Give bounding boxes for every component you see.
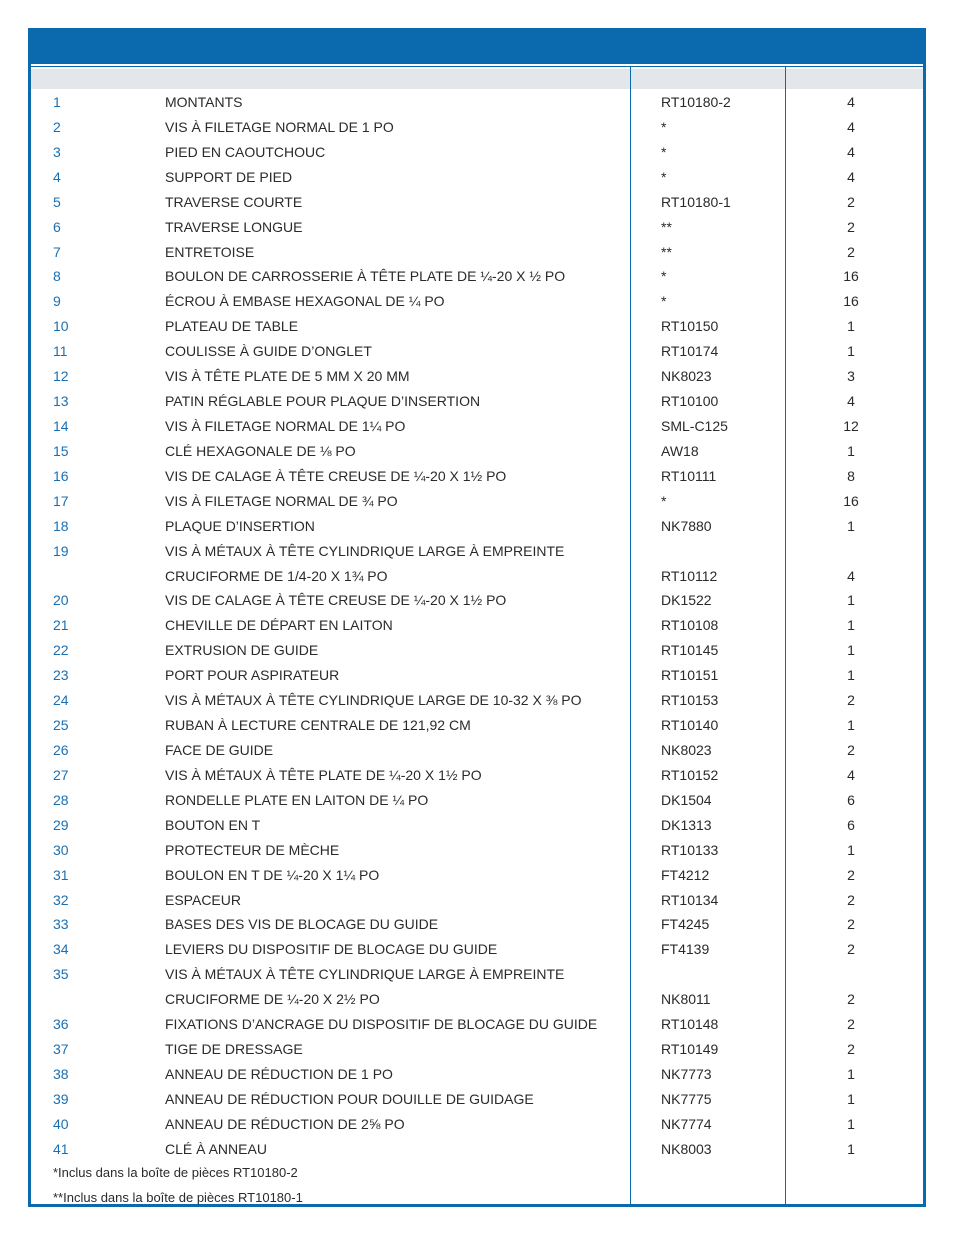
row-number: 1 (53, 94, 61, 110)
row-quantity: 12 (843, 417, 859, 434)
table-row (31, 789, 923, 814)
row-quantity: 2 (847, 916, 855, 933)
table-row (31, 988, 923, 1013)
table-row (31, 839, 923, 864)
table-row (31, 166, 923, 191)
table-row (31, 141, 923, 166)
table-row (31, 614, 923, 639)
row-description: CLÉ À ANNEAU (165, 1140, 267, 1157)
row-number: 40 (53, 1115, 69, 1132)
table-row (31, 415, 923, 440)
row-description: ANNEAU DE RÉDUCTION POUR DOUILLE DE GUIDAGE (165, 1090, 534, 1107)
row-description: PLAQUE D’INSERTION (165, 517, 315, 534)
row-quantity: 2 (847, 741, 855, 758)
row-description: VIS À FILETAGE NORMAL DE ¾ PO (165, 492, 398, 509)
row-number: 10 (53, 318, 69, 335)
row-description: VIS À MÉTAUX À TÊTE CYLINDRIQUE LARGE DE 10-32 X ⅜ PO (165, 692, 582, 709)
row-part-number: RT10150 (661, 318, 719, 335)
row-description: TIGE DE DRESSAGE (165, 1041, 303, 1058)
table-row (31, 1038, 923, 1063)
row-quantity: 16 (843, 268, 859, 285)
row-number: 3 (53, 143, 61, 160)
row-number: 24 (53, 692, 69, 709)
table-row (31, 664, 923, 689)
row-part-number: NK8023 (661, 368, 712, 385)
table-header-row (31, 69, 923, 89)
row-part-number: NK8023 (661, 741, 712, 758)
row-part-number: SML-C125 (661, 417, 728, 434)
table-row (31, 913, 923, 938)
table-row (31, 589, 923, 614)
row-quantity: 2 (847, 193, 855, 210)
row-number: 9 (53, 293, 61, 310)
row-description: SUPPORT DE PIED (165, 168, 293, 185)
row-part-number: FT4245 (661, 916, 710, 933)
row-part-number: * (661, 118, 667, 135)
table-row (31, 938, 923, 963)
table-row (31, 565, 923, 590)
row-description: CHEVILLE DE DÉPART EN LAITON (165, 617, 393, 634)
row-part-number: RT10149 (661, 1041, 719, 1058)
row-quantity: 1 (847, 318, 855, 335)
row-part-number: NK7880 (661, 517, 712, 534)
table-row (31, 1063, 923, 1088)
table-row (31, 1113, 923, 1138)
row-description: ÉCROU À EMBASE HEXAGONAL DE ¼ PO (165, 293, 445, 310)
row-number: 28 (53, 791, 69, 808)
row-number: 21 (53, 617, 69, 634)
footnote-single-star: *Inclus dans la boîte de pièces RT10180-2 (53, 1165, 298, 1180)
row-description: VIS À MÉTAUX À TÊTE CYLINDRIQUE LARGE À EMPREINTE (165, 966, 565, 983)
row-number: 13 (53, 393, 69, 410)
row-quantity: 16 (843, 492, 859, 509)
row-quantity: 1 (847, 1065, 855, 1082)
row-description: BOUTON EN T (165, 816, 261, 833)
row-part-number: NK7775 (661, 1090, 712, 1107)
row-description: ANNEAU DE RÉDUCTION DE 1 PO (165, 1065, 393, 1082)
row-number: 8 (53, 268, 61, 285)
row-part-number: RT10151 (661, 667, 719, 684)
row-quantity: 2 (847, 866, 855, 883)
row-description: EXTRUSION DE GUIDE (165, 642, 319, 659)
row-quantity: 16 (843, 293, 859, 310)
row-quantity: 2 (847, 991, 855, 1008)
table-row (31, 889, 923, 914)
table-row (31, 814, 923, 839)
row-description: VIS À FILETAGE NORMAL DE 1 PO (165, 118, 394, 135)
row-quantity: 1 (847, 592, 855, 609)
table-row (31, 689, 923, 714)
table-row (31, 440, 923, 465)
row-part-number: RT10100 (661, 393, 719, 410)
table-row (31, 216, 923, 241)
row-number: 30 (53, 841, 69, 858)
table-row (31, 1088, 923, 1113)
row-number: 27 (53, 766, 69, 783)
row-description: VIS À MÉTAUX À TÊTE CYLINDRIQUE LARGE À EMPREINTE (165, 542, 565, 559)
row-quantity: 1 (847, 442, 855, 459)
row-number: 29 (53, 816, 69, 833)
table-row (31, 490, 923, 515)
parts-list-table (28, 28, 926, 1207)
row-number: 19 (53, 542, 69, 559)
table-row (31, 739, 923, 764)
row-quantity: 1 (847, 617, 855, 634)
row-quantity: 4 (847, 766, 855, 783)
row-number: 23 (53, 667, 69, 684)
row-quantity: 1 (847, 1140, 855, 1157)
row-quantity: 1 (847, 1090, 855, 1107)
table-row (31, 340, 923, 365)
table-row (31, 265, 923, 290)
row-quantity: 2 (847, 692, 855, 709)
row-part-number: * (661, 492, 667, 509)
row-description: PROTECTEUR DE MÈCHE (165, 841, 340, 858)
row-description: CLÉ HEXAGONALE DE ⅛ PO (165, 442, 356, 459)
row-part-number: * (661, 143, 667, 160)
row-number: 39 (53, 1090, 69, 1107)
row-description: BOULON DE CARROSSERIE À TÊTE PLATE DE ¼-20 X ½ PO (165, 268, 566, 285)
row-number: 36 (53, 1016, 69, 1033)
row-number: 15 (53, 442, 69, 459)
row-part-number: DK1522 (661, 592, 712, 609)
row-description: TRAVERSE COURTE (165, 193, 303, 210)
table-title-bar (31, 31, 923, 64)
row-part-number: DK1313 (661, 816, 712, 833)
row-number: 37 (53, 1041, 69, 1058)
row-description: CRUCIFORME DE ¼-20 X 2½ PO (165, 991, 380, 1008)
row-quantity: 1 (847, 667, 855, 684)
row-part-number: RT10140 (661, 717, 719, 734)
row-number: 11 (53, 343, 68, 360)
table-row (31, 365, 923, 390)
row-part-number: RT10108 (661, 617, 719, 634)
row-description: ESPACEUR (165, 891, 241, 908)
row-part-number: ** (661, 243, 672, 260)
row-number: 41 (53, 1140, 69, 1157)
table-row (31, 290, 923, 315)
row-part-number: NK7773 (661, 1065, 712, 1082)
row-part-number: RT10145 (661, 642, 719, 659)
table-row (31, 241, 923, 266)
row-description: ANNEAU DE RÉDUCTION DE 2⅝ PO (165, 1115, 405, 1132)
table-body (31, 91, 923, 1163)
row-number: 17 (53, 492, 69, 509)
row-description: LEVIERS DU DISPOSITIF DE BLOCAGE DU GUIDE (165, 941, 498, 958)
row-part-number: RT10134 (661, 891, 719, 908)
table-row (31, 1013, 923, 1038)
table-notes (53, 1165, 303, 1215)
row-part-number: * (661, 293, 667, 310)
row-number: 35 (53, 966, 69, 983)
row-quantity: 2 (847, 243, 855, 260)
row-quantity: 4 (847, 168, 855, 185)
table-row (31, 191, 923, 216)
row-quantity: 4 (847, 94, 855, 110)
row-part-number: RT10153 (661, 692, 719, 709)
row-quantity: 1 (847, 642, 855, 659)
row-number: 25 (53, 717, 69, 734)
table-row (31, 639, 923, 664)
row-quantity: 8 (847, 467, 855, 484)
row-quantity: 3 (847, 368, 855, 385)
table-row (31, 540, 923, 565)
row-quantity: 2 (847, 218, 855, 235)
row-description: BASES DES VIS DE BLOCAGE DU GUIDE (165, 916, 439, 933)
row-number: 14 (53, 417, 69, 434)
row-number: 6 (53, 218, 61, 235)
row-number: 5 (53, 193, 61, 210)
row-quantity: 4 (847, 118, 855, 135)
row-part-number: RT10111 (661, 467, 717, 484)
row-number: 38 (53, 1065, 69, 1082)
row-quantity: 1 (847, 841, 855, 858)
row-part-number: * (661, 168, 667, 185)
row-number: 32 (53, 891, 69, 908)
row-description: RONDELLE PLATE EN LAITON DE ¼ PO (165, 791, 429, 808)
table-row (31, 963, 923, 988)
row-part-number: RT10148 (661, 1016, 719, 1033)
row-number: 20 (53, 592, 69, 609)
table-row (31, 764, 923, 789)
row-quantity: 1 (847, 517, 855, 534)
row-number: 7 (53, 243, 61, 260)
row-description: PLATEAU DE TABLE (165, 318, 299, 335)
row-number: 12 (53, 368, 69, 385)
row-description: VIS À TÊTE PLATE DE 5 MM X 20 MM (165, 368, 410, 385)
row-number: 18 (53, 517, 69, 534)
table-row (31, 1138, 923, 1163)
row-part-number: ** (661, 218, 672, 235)
row-quantity: 6 (847, 816, 855, 833)
row-quantity: 1 (847, 343, 855, 360)
table-row (31, 315, 923, 340)
row-part-number: RT10152 (661, 766, 719, 783)
row-part-number: RT10112 (661, 567, 718, 584)
row-number: 34 (53, 941, 69, 958)
row-description: CRUCIFORME DE 1/4-20 X 1¾ PO (165, 567, 388, 584)
row-quantity: 2 (847, 1016, 855, 1033)
table-row (31, 91, 923, 116)
row-number: 31 (53, 866, 69, 883)
row-part-number: RT10133 (661, 841, 719, 858)
row-quantity: 6 (847, 791, 855, 808)
row-part-number: NK8011 (661, 991, 711, 1008)
row-description: VIS À MÉTAUX À TÊTE PLATE DE ¼-20 X 1½ PO (165, 766, 482, 783)
row-part-number: RT10174 (661, 343, 719, 360)
row-description: PIED EN CAOUTCHOUC (165, 143, 326, 160)
row-part-number: DK1504 (661, 791, 712, 808)
row-part-number: FT4139 (661, 941, 710, 958)
row-quantity: 2 (847, 1041, 855, 1058)
table-row (31, 515, 923, 540)
row-description: MONTANTS (165, 94, 243, 110)
row-quantity: 2 (847, 891, 855, 908)
row-description: FIXATIONS D’ANCRAGE DU DISPOSITIF DE BLOCAGE DU GUIDE (165, 1016, 598, 1033)
row-description: PATIN RÉGLABLE POUR PLAQUE D’INSERTION (165, 393, 481, 410)
row-description: FACE DE GUIDE (165, 741, 274, 758)
row-description: PORT POUR ASPIRATEUR (165, 667, 340, 684)
row-number: 4 (53, 168, 61, 185)
row-number: 22 (53, 642, 69, 659)
row-quantity: 4 (847, 143, 855, 160)
row-part-number: RT10180-1 (661, 193, 731, 210)
row-quantity: 4 (847, 567, 855, 584)
table-row (31, 390, 923, 415)
row-part-number: NK7774 (661, 1115, 712, 1132)
table-row (31, 864, 923, 889)
footnote-double-star: **Inclus dans la boîte de pièces RT10180-1 (53, 1190, 303, 1205)
row-description: VIS À FILETAGE NORMAL DE 1¼ PO (165, 417, 406, 434)
row-description: RUBAN À LECTURE CENTRALE DE 121,92 CM (165, 717, 471, 734)
row-part-number: NK8003 (661, 1140, 712, 1157)
row-number: 16 (53, 467, 69, 484)
row-part-number: FT4212 (661, 866, 710, 883)
row-part-number: RT10180-2 (661, 94, 731, 110)
table-row (31, 465, 923, 490)
row-quantity: 4 (847, 393, 855, 410)
row-description: BOULON EN T DE ¼-20 X 1¼ PO (165, 866, 380, 883)
row-quantity: 2 (847, 941, 855, 958)
row-number: 2 (53, 118, 61, 135)
row-description: ENTRETOISE (165, 243, 255, 260)
row-quantity: 1 (847, 1115, 855, 1132)
row-number: 33 (53, 916, 69, 933)
table-row (31, 116, 923, 141)
row-description: COULISSE À GUIDE D’ONGLET (165, 343, 372, 360)
table-row (31, 714, 923, 739)
row-number: 26 (53, 741, 69, 758)
header-divider (31, 66, 923, 67)
row-quantity: 1 (847, 717, 855, 734)
row-description: VIS DE CALAGE À TÊTE CREUSE DE ¼-20 X 1½ PO (165, 467, 507, 484)
row-description: TRAVERSE LONGUE (165, 218, 303, 235)
row-description: VIS DE CALAGE À TÊTE CREUSE DE ¼-20 X 1½ PO (165, 592, 507, 609)
row-part-number: * (661, 268, 667, 285)
row-part-number: AW18 (661, 442, 699, 459)
